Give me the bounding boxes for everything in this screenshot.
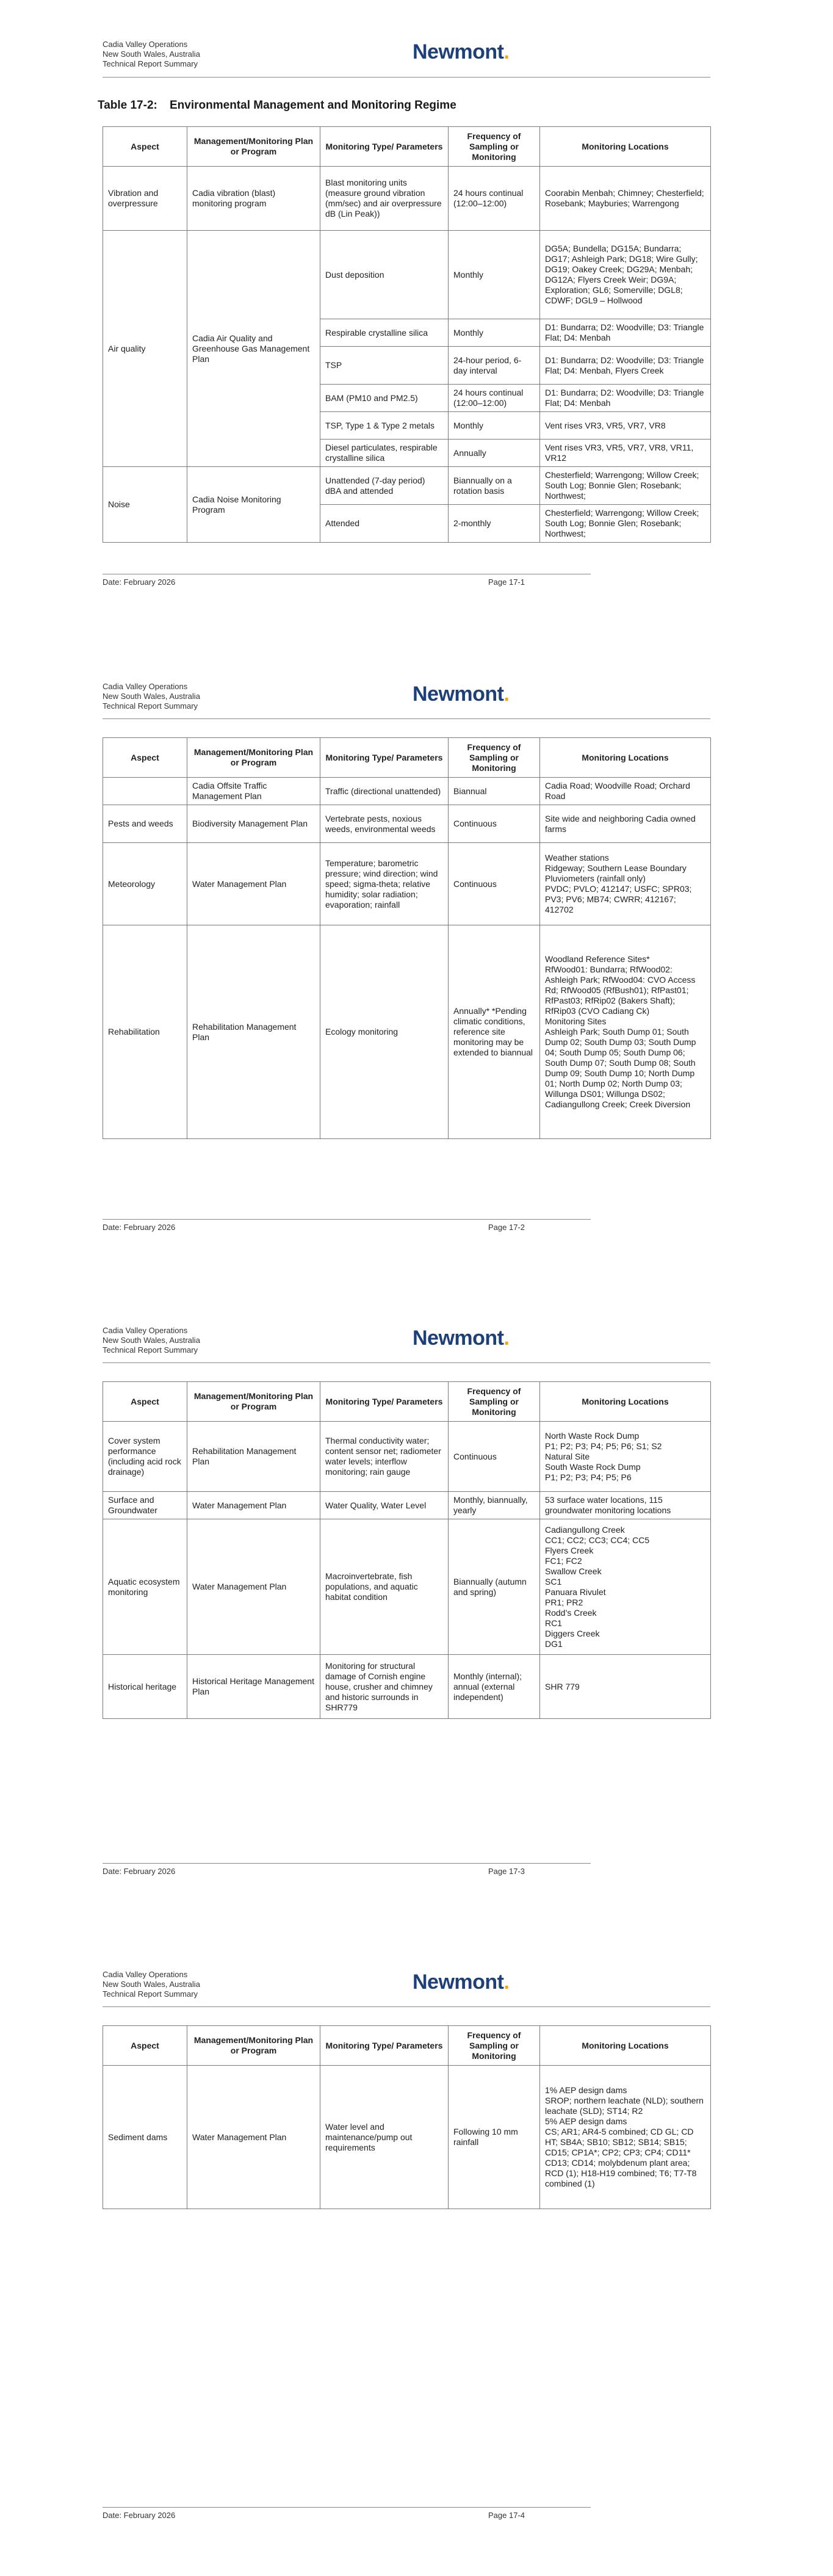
cell-frequency: 24 hours continual (12:00–12:00) [449, 385, 540, 412]
cell-type: Vertebrate pests, noxious weeds, environmental weeds [320, 805, 449, 843]
table-row [103, 843, 711, 925]
cell-frequency: Continuous [449, 843, 540, 925]
col-locations: Monitoring Locations [540, 738, 711, 778]
cell-plan: Rehabilitation Management Plan [187, 925, 320, 1139]
location-heading: Woodland Reference Sites* [545, 954, 650, 964]
table-row [103, 1422, 711, 1492]
cell-locations [540, 1422, 711, 1492]
newmont-logo: Newmont. [413, 40, 510, 63]
table-row [103, 805, 711, 843]
cell-locations [540, 2066, 711, 2209]
cell-locations: Cadia Road; Woodville Road; Orchard Road [540, 778, 711, 805]
col-type: Monitoring Type/ Parameters [320, 738, 449, 778]
cell-locations [540, 925, 711, 1139]
col-aspect: Aspect [103, 2026, 187, 2066]
footer-page-number: Page 17-1 [488, 577, 525, 587]
cell-frequency: 2-monthly [449, 505, 540, 543]
table-row [103, 778, 711, 805]
location-heading: Panuara Rivulet [545, 1586, 606, 1597]
cell-frequency: Monthly [449, 319, 540, 347]
cell-aspect: Meteorology [103, 843, 187, 925]
cell-plan: Historical Heritage Management Plan [187, 1655, 320, 1719]
header-line-1: Cadia Valley Operations [103, 40, 188, 49]
cell-locations: DG5A; Bundella; DG15A; Bundarra; DG17; Ashleigh Park; DG18; Wire Gully; DG19; Oakey Creek; DG29A; Menbah; DG12A; Flyers Creek Weir; DG9A; Exploration; GL6; Somerville; DGL8; CDWF; DGL9 – Hollwood [540, 231, 711, 319]
col-frequency: Frequency of Sampling or Monitoring [449, 2026, 540, 2066]
cell-frequency: Biannual [449, 778, 540, 805]
cell-type: Diesel particulates, respirable crystalline silica [320, 440, 449, 467]
newmont-logo: Newmont. [413, 682, 510, 706]
location-list: PVDC; PVLO; 412147; USFC; SPR03; PV3; PV6; MB74; CWRR; 412167; 412702 [545, 884, 692, 914]
cell-frequency: Continuous [449, 805, 540, 843]
footer-date: Date: February 2026 [103, 1867, 176, 1876]
col-aspect: Aspect [103, 127, 187, 167]
cell-frequency: Biannually (autumn and spring) [449, 1519, 540, 1655]
cell-locations: D1: Bundarra; D2: Woodville; D3: Triangle Flat; D4: Menbah [540, 385, 711, 412]
location-heading: Monitoring Sites [545, 1016, 607, 1026]
table-row [103, 1655, 711, 1719]
cell-plan: Biodiversity Management Plan [187, 805, 320, 843]
table-row [103, 925, 711, 1139]
cell-plan: Water Management Plan [187, 843, 320, 925]
col-frequency: Frequency of Sampling or Monitoring [449, 1382, 540, 1422]
cell-aspect: Rehabilitation [103, 925, 187, 1139]
cell-frequency: Annually* *Pending climatic conditions, reference site monitoring may be extended to biannual [449, 925, 540, 1139]
footer-page-number: Page 17-4 [488, 2511, 525, 2520]
location-list: P1; P2; P3; P4; P5; P6 [545, 1472, 632, 1482]
cell-locations: Vent rises VR3, VR5, VR7, VR8 [540, 412, 711, 440]
location-heading: North Waste Rock Dump [545, 1430, 640, 1441]
monitoring-table-part-2 [103, 737, 711, 1139]
footer-divider [103, 1863, 591, 1864]
cell-plan: Cadia vibration (blast) monitoring program [187, 167, 320, 231]
cell-locations: Coorabin Menbah; Chimney; Chesterfield; Rosebank; Mayburies; Warrengong [540, 167, 711, 231]
cell-locations [540, 1519, 711, 1655]
header-line-1: Cadia Valley Operations [103, 1326, 188, 1335]
monitoring-table-part-1 [103, 126, 711, 543]
page-2 [0, 644, 833, 1288]
col-plan: Management/Monitoring Plan or Program [187, 2026, 320, 2066]
header-line-3: Technical Report Summary [103, 59, 198, 68]
col-type: Monitoring Type/ Parameters [320, 1382, 449, 1422]
location-list: SC1 [545, 1576, 562, 1586]
location-list: CC1; CC2; CC3; CC4; CC5 [545, 1535, 650, 1545]
cell-locations: Site wide and neighboring Cadia owned farms [540, 805, 711, 843]
cell-type: TSP, Type 1 & Type 2 metals [320, 412, 449, 440]
cell-frequency: Monthly [449, 231, 540, 319]
col-aspect: Aspect [103, 1382, 187, 1422]
col-locations: Monitoring Locations [540, 127, 711, 167]
location-heading: 1% AEP design dams [545, 2085, 627, 2095]
cell-type: BAM (PM10 and PM2.5) [320, 385, 449, 412]
footer-date: Date: February 2026 [103, 2511, 176, 2520]
table-title [98, 99, 456, 112]
cell-frequency: Monthly [449, 412, 540, 440]
cell-locations: D1: Bundarra; D2: Woodville; D3: Triangle Flat; D4: Menbah, Flyers Creek [540, 347, 711, 385]
header-divider [103, 1362, 710, 1363]
col-aspect: Aspect [103, 738, 187, 778]
cell-type: Thermal conductivity water; content sensor net; radiometer water levels; interflow monitoring; rain gauge [320, 1422, 449, 1492]
table-row [103, 167, 711, 231]
cell-type: Temperature; barometric pressure; wind direction; wind speed; sigma-theta; relative humidity; solar radiation; evaporation; rainfall [320, 843, 449, 925]
footer-date: Date: February 2026 [103, 577, 176, 587]
header-divider [103, 718, 710, 719]
cell-frequency: Continuous [449, 1422, 540, 1492]
cell-plan: Cadia Noise Monitoring Program [187, 467, 320, 543]
footer-page-number: Page 17-3 [488, 1867, 525, 1876]
cell-locations: Vent rises VR3, VR5, VR7, VR8, VR11, VR12 [540, 440, 711, 467]
col-type: Monitoring Type/ Parameters [320, 2026, 449, 2066]
page-3 [0, 1288, 833, 1932]
table-row [103, 1492, 711, 1519]
cell-plan: Cadia Air Quality and Greenhouse Gas Management Plan [187, 231, 320, 467]
cell-type: Unattended (7-day period) dBA and attended [320, 467, 449, 505]
location-heading: 5% AEP design dams [545, 2116, 627, 2126]
cell-type: Monitoring for structural damage of Cornish engine house, crusher and chimney and historic surrounds in SHR779 [320, 1655, 449, 1719]
page-header-text [103, 1970, 200, 1999]
col-plan: Management/Monitoring Plan or Program [187, 1382, 320, 1422]
footer-date: Date: February 2026 [103, 1223, 176, 1232]
location-heading: Rodd’s Creek [545, 1607, 597, 1618]
table-row [103, 1519, 711, 1655]
header-line-2: New South Wales, Australia [103, 1336, 200, 1345]
cell-frequency: Monthly, biannually, yearly [449, 1492, 540, 1519]
location-list: RC1 [545, 1618, 563, 1628]
cell-aspect: Vibration and overpressure [103, 167, 187, 231]
cell-type: Traffic (directional unattended) [320, 778, 449, 805]
cell-plan: Water Management Plan [187, 1492, 320, 1519]
table-number: Table 17-2: [98, 99, 157, 112]
cell-frequency: Biannually on a rotation basis [449, 467, 540, 505]
col-plan: Management/Monitoring Plan or Program [187, 738, 320, 778]
cell-locations [540, 843, 711, 925]
location-heading: Cadiangullong Creek [545, 1524, 625, 1535]
cell-plan: Water Management Plan [187, 1519, 320, 1655]
col-locations: Monitoring Locations [540, 2026, 711, 2066]
cell-aspect: Air quality [103, 231, 187, 467]
table-header-row [103, 1382, 711, 1422]
footer-page-number: Page 17-2 [488, 1223, 525, 1232]
cell-type: Macroinvertebrate, fish populations, and aquatic habitat condition [320, 1519, 449, 1655]
table-row [103, 231, 711, 319]
header-line-1: Cadia Valley Operations [103, 682, 188, 691]
cell-aspect: Noise [103, 467, 187, 543]
location-heading: Weather stations [545, 853, 609, 863]
col-type: Monitoring Type/ Parameters [320, 127, 449, 167]
location-heading: Swallow Creek [545, 1566, 602, 1576]
col-plan: Management/Monitoring Plan or Program [187, 127, 320, 167]
monitoring-table-part-4 [103, 2025, 711, 2209]
page-1 [0, 0, 833, 644]
cell-aspect: Aquatic ecosystem monitoring [103, 1519, 187, 1655]
cell-locations: Chesterfield; Warrengong; Willow Creek; South Log; Bonnie Glen; Rosebank; Northwest; [540, 505, 711, 543]
cell-type: TSP [320, 347, 449, 385]
cell-frequency: Monthly (internal); annual (external independent) [449, 1655, 540, 1719]
cell-aspect: Cover system performance (including acid rock drainage) [103, 1422, 187, 1492]
location-list: Ridgeway; Southern Lease Boundary [545, 863, 687, 873]
cell-type: Attended [320, 505, 449, 543]
cell-type: Blast monitoring units (measure ground vibration (mm/sec) and air overpressure dB (Lin Peak)) [320, 167, 449, 231]
cell-plan: Rehabilitation Management Plan [187, 1422, 320, 1492]
cell-plan: Cadia Offsite Traffic Management Plan [187, 778, 320, 805]
cell-type: Dust deposition [320, 231, 449, 319]
cell-aspect: Historical heritage [103, 1655, 187, 1719]
col-frequency: Frequency of Sampling or Monitoring [449, 738, 540, 778]
cell-type: Water Quality, Water Level [320, 1492, 449, 1519]
cell-frequency: 24-hour period, 6-day interval [449, 347, 540, 385]
header-line-1: Cadia Valley Operations [103, 1970, 188, 1979]
location-list: FC1; FC2 [545, 1555, 582, 1566]
footer-divider [103, 1219, 591, 1220]
newmont-logo: Newmont. [413, 1326, 510, 1350]
cell-aspect: Surface and Groundwater [103, 1492, 187, 1519]
location-heading: Flyers Creek [545, 1545, 594, 1555]
cell-locations: D1: Bundarra; D2: Woodville; D3: Triangle Flat; D4: Menbah [540, 319, 711, 347]
location-list: DG1 [545, 1638, 563, 1649]
cell-locations: SHR 779 [540, 1655, 711, 1719]
location-list: P1; P2; P3; P4; P5; P6; S1; S2 [545, 1441, 662, 1451]
table-caption: Environmental Management and Monitoring Regime [170, 99, 456, 112]
location-list: PR1; PR2 [545, 1597, 583, 1607]
footer-divider [103, 2507, 591, 2508]
location-list: RfWood01: Bundarra; RfWood02: Ashleigh Park; RfWood04: CVO Access Rd; RfWood05 (RfBush01); RfPast01; RfPast03; RfRip02 (Bakers Shaft); RfRip03 (CVO Cadiang Ck) [545, 964, 696, 1016]
header-line-2: New South Wales, Australia [103, 49, 200, 59]
header-line-2: New South Wales, Australia [103, 1980, 200, 1989]
monitoring-table-part-3 [103, 1381, 711, 1719]
cell-locations: 53 surface water locations, 115 groundwater monitoring locations [540, 1492, 711, 1519]
table-header-row [103, 127, 711, 167]
location-list: CS; AR1; AR4-5 combined; CD GL; CD HT; SB4A; SB10; SB12; SB14; SB15; CD15; CP1A*; CP2; CP3; CP4; CD11* CD13; CD14; molybdenum plant area; RCD (1); H18-H19 combined; T6; T7-T8 combined (1) [545, 2127, 697, 2188]
col-locations: Monitoring Locations [540, 1382, 711, 1422]
cell-aspect: Pests and weeds [103, 805, 187, 843]
page-header-text [103, 1326, 200, 1355]
cell-frequency: 24 hours continual (12:00–12:00) [449, 167, 540, 231]
cell-frequency: Annually [449, 440, 540, 467]
cell-frequency: Following 10 mm rainfall [449, 2066, 540, 2209]
location-list: SROP; northern leachate (NLD); southern leachate (SLD); ST14; R2 [545, 2096, 704, 2116]
header-line-3: Technical Report Summary [103, 1345, 198, 1355]
cell-aspect: Sediment dams [103, 2066, 187, 2209]
page-header-text [103, 682, 200, 711]
table-row [103, 2066, 711, 2209]
header-divider [103, 2006, 710, 2007]
page-4 [0, 1932, 833, 2576]
header-line-3: Technical Report Summary [103, 701, 198, 711]
page-header-text [103, 40, 200, 69]
cell-type: Respirable crystalline silica [320, 319, 449, 347]
header-divider [103, 77, 710, 78]
header-line-2: New South Wales, Australia [103, 692, 200, 701]
newmont-logo: Newmont. [413, 1970, 510, 1994]
header-line-3: Technical Report Summary [103, 1989, 198, 1999]
table-row [103, 467, 711, 505]
location-list: Ashleigh Park; South Dump 01; South Dump 02; South Dump 03; South Dump 04; South Dump 05; South Dump 06; South Dump 07; South Dump 08; South Dump 09; South Dump 10; North Dump 01; North Dump 02; North Dump 03; Willunga DS01; Willunga DS02; Cadiangullong Creek; Creek Diversion [545, 1027, 696, 1109]
cell-locations: Chesterfield; Warrengong; Willow Creek; South Log; Bonnie Glen; Rosebank; Northwest; [540, 467, 711, 505]
col-frequency: Frequency of Sampling or Monitoring [449, 127, 540, 167]
cell-type: Water level and maintenance/pump out requirements [320, 2066, 449, 2209]
table-header-row [103, 738, 711, 778]
location-heading: Pluviometers (rainfall only) [545, 874, 646, 883]
cell-plan: Water Management Plan [187, 2066, 320, 2209]
cell-type: Ecology monitoring [320, 925, 449, 1139]
cell-aspect [103, 778, 187, 805]
location-heading: Natural Site [545, 1451, 590, 1461]
location-heading: Diggers Creek [545, 1628, 600, 1638]
table-header-row [103, 2026, 711, 2066]
location-heading: South Waste Rock Dump [545, 1461, 641, 1472]
